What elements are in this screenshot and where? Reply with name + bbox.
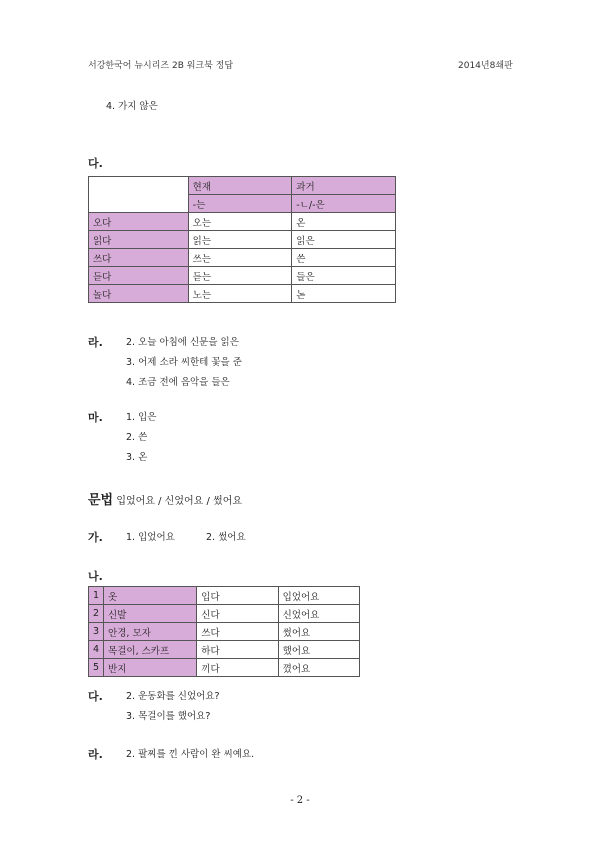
table-row bbox=[89, 641, 360, 659]
past-cell: 읽은 bbox=[292, 231, 396, 249]
item-cell: 목걸이, 스카프 bbox=[104, 641, 197, 659]
item-cell: 옷 bbox=[104, 587, 197, 605]
table-row bbox=[89, 249, 396, 267]
table-header-cell: 현재 bbox=[188, 177, 292, 195]
verb-cell: 쓰다 bbox=[89, 249, 189, 267]
verb-cell: 오다 bbox=[89, 213, 189, 231]
list-item: 2. 운동화를 신었어요? bbox=[126, 691, 220, 702]
row-number: 2 bbox=[89, 605, 104, 623]
table-header-cell: -ㄴ/-은 bbox=[292, 195, 396, 213]
table-row bbox=[89, 659, 360, 677]
section-da-label: 다. bbox=[88, 157, 103, 170]
table-header-row bbox=[89, 177, 396, 195]
present-cell: 듣는 bbox=[188, 267, 292, 285]
past-cell: 논 bbox=[292, 285, 396, 303]
present-cell: 노는 bbox=[188, 285, 292, 303]
list-item: 3. 목걸이를 했어요? bbox=[126, 711, 211, 722]
section-na-label: 나. bbox=[88, 570, 103, 583]
table-corner-cell bbox=[89, 177, 189, 213]
section-ma-label: 마. bbox=[88, 411, 103, 424]
clothing-verb-table bbox=[88, 586, 360, 677]
list-item: 1. 입은 bbox=[126, 412, 157, 423]
verb-cell: 입다 bbox=[197, 587, 278, 605]
row-number: 1 bbox=[89, 587, 104, 605]
section-ra-label: 라. bbox=[88, 336, 103, 349]
past-cell: 썼어요 bbox=[278, 623, 359, 641]
table-header-cell: -는 bbox=[188, 195, 292, 213]
verb-cell: 놀다 bbox=[89, 285, 189, 303]
list-item: 1. 입었어요 bbox=[126, 532, 175, 543]
verb-cell: 읽다 bbox=[89, 231, 189, 249]
list-item: 3. 어제 소라 씨한테 꽃을 준 bbox=[126, 357, 242, 368]
item-cell: 반지 bbox=[104, 659, 197, 677]
verb-cell: 끼다 bbox=[197, 659, 278, 677]
section-ra2-label: 라. bbox=[88, 748, 103, 761]
verb-cell: 신다 bbox=[197, 605, 278, 623]
table-row bbox=[89, 213, 396, 231]
list-item: 3. 온 bbox=[126, 452, 148, 463]
grammar-title: 문법 bbox=[88, 493, 114, 508]
item-cell: 안경, 모자 bbox=[104, 623, 197, 641]
past-cell: 쓴 bbox=[292, 249, 396, 267]
table-row bbox=[89, 587, 360, 605]
past-cell: 들은 bbox=[292, 267, 396, 285]
list-item: 2. 오늘 아침에 신문을 읽은 bbox=[126, 337, 239, 348]
adnominal-table bbox=[88, 176, 396, 303]
past-cell: 입었어요 bbox=[278, 587, 359, 605]
list-item: 2. 쓴 bbox=[126, 432, 148, 443]
item-cell: 신발 bbox=[104, 605, 197, 623]
list-item: 2. 썼어요 bbox=[206, 532, 246, 543]
present-cell: 오는 bbox=[188, 213, 292, 231]
table-row bbox=[89, 285, 396, 303]
table-row bbox=[89, 267, 396, 285]
verb-cell: 듣다 bbox=[89, 267, 189, 285]
table-row bbox=[89, 231, 396, 249]
row-number: 5 bbox=[89, 659, 104, 677]
past-cell: 신었어요 bbox=[278, 605, 359, 623]
section-da2-label: 다. bbox=[88, 690, 103, 703]
grammar-heading bbox=[88, 489, 242, 508]
past-cell: 온 bbox=[292, 213, 396, 231]
table-header-cell: 과거 bbox=[292, 177, 396, 195]
header-title: 서강한국어 뉴시리즈 2B 워크북 정답 bbox=[88, 61, 234, 71]
present-cell: 쓰는 bbox=[188, 249, 292, 267]
past-cell: 꼈어요 bbox=[278, 659, 359, 677]
row-number: 3 bbox=[89, 623, 104, 641]
page-number: - 2 - bbox=[290, 795, 310, 806]
list-item: 2. 팔찌를 낀 사람이 완 씨예요. bbox=[126, 749, 255, 760]
top-item: 4. 가지 않은 bbox=[106, 101, 158, 112]
row-number: 4 bbox=[89, 641, 104, 659]
header-edition: 2014년8쇄판 bbox=[458, 61, 513, 71]
list-item: 4. 조금 전에 음악을 들은 bbox=[126, 377, 230, 388]
present-cell: 읽는 bbox=[188, 231, 292, 249]
verb-cell: 쓰다 bbox=[197, 623, 278, 641]
table-row bbox=[89, 623, 360, 641]
section-ga-label: 가. bbox=[88, 531, 103, 544]
past-cell: 했어요 bbox=[278, 641, 359, 659]
verb-cell: 하다 bbox=[197, 641, 278, 659]
grammar-subtitle: 입었어요 / 신었어요 / 썼어요 bbox=[116, 496, 243, 507]
table-row bbox=[89, 605, 360, 623]
